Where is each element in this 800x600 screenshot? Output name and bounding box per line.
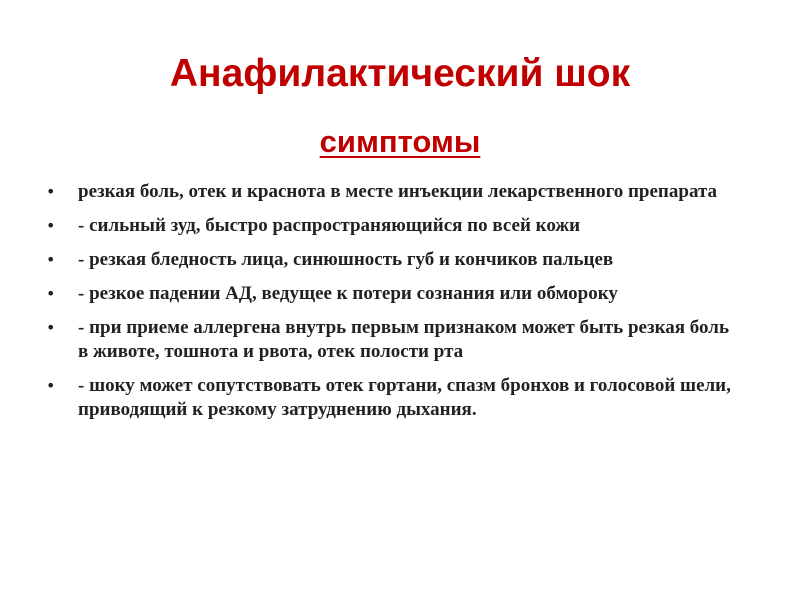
symptom-text: - резкое падении АД, ведущее к потери сознания или обмороку [78, 283, 618, 304]
bullet-icon: • [46, 182, 56, 201]
symptom-item [46, 316, 736, 364]
symptom-item [46, 214, 736, 238]
bullet-icon: • [46, 376, 56, 395]
symptom-text: - шоку может сопутствовать отек гортани, спазм бронхов и голосовой шели, приводящий к резкому затруднению дыхания. [78, 375, 731, 420]
symptom-text: резкая боль, отек и краснота в месте инъекции лекарственного препарата [78, 181, 718, 202]
symptom-list [46, 180, 736, 432]
bullet-icon: • [46, 216, 56, 235]
slide-subtitle: симптомы [319, 124, 481, 159]
bullet-icon: • [46, 284, 56, 303]
slide-title: Анафилактический шок [169, 52, 631, 95]
symptom-text: - при приеме аллергена внутрь первым признаком может быть резкая боль в животе, тошнота и рвота, отек полости рта [78, 317, 730, 362]
symptom-item [46, 180, 736, 204]
bullet-icon: • [46, 318, 56, 337]
symptom-text: - сильный зуд, быстро распространяющийся по всей кожи [78, 215, 581, 236]
symptom-item [46, 248, 736, 272]
symptom-item [46, 374, 736, 422]
symptom-item [46, 282, 736, 306]
bullet-icon: • [46, 250, 56, 269]
symptom-text: - резкая бледность лица, синюшность губ и кончиков пальцев [78, 249, 614, 270]
